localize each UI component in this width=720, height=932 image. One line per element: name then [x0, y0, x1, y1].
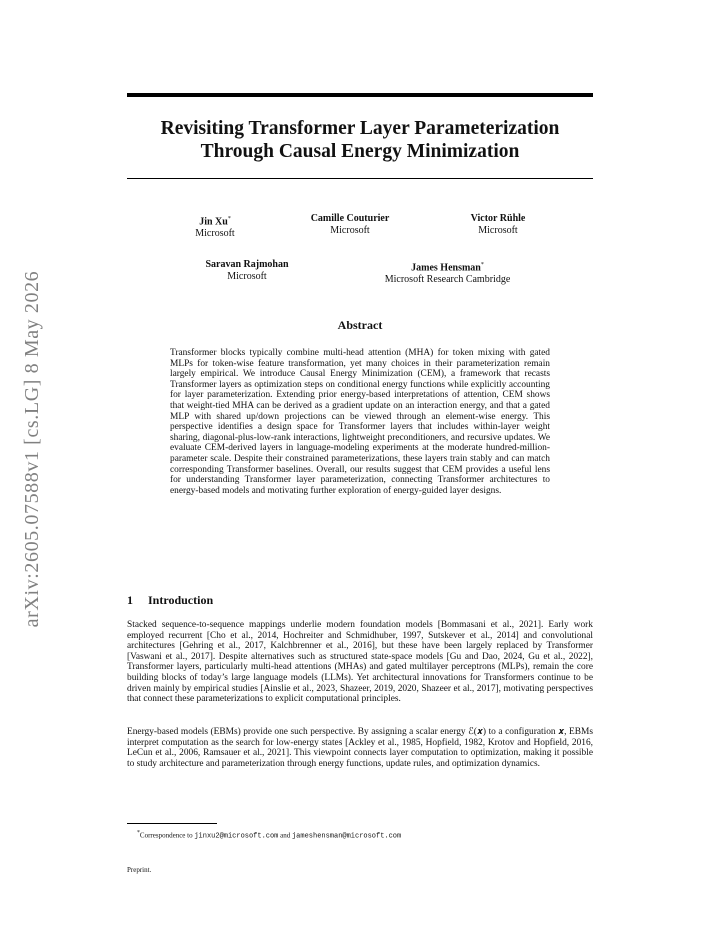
arxiv-identifier: arXiv:2605.07588v1 [cs.LG] 8 May 2026: [21, 270, 43, 628]
author-name: Victor Rühle: [470, 213, 526, 224]
author-affiliation: Microsoft: [330, 225, 370, 236]
author-affiliation: Microsoft: [478, 225, 518, 236]
section-number: 1: [127, 593, 133, 607]
title-bottom-rule: [127, 178, 593, 179]
author-block: [187, 259, 307, 283]
preprint-label: Preprint.: [127, 866, 152, 874]
author-block: [365, 259, 530, 286]
author-name: Camille Couturier: [310, 213, 390, 224]
footnote-mid: and: [278, 831, 292, 840]
section-heading: [127, 593, 213, 608]
footnote-prefix: Correspondence to: [139, 831, 195, 840]
intro-paragraph-1: Stacked sequence-to-sequence mappings underlie modern foundation models [Bommasani et al., 2021]. Early work employed recurrent [Cho et al., 2014, Hochreiter and Schmidhuber, 1997, Sutskever et al., 2014] and convolutional architectures [Gehring et al., 2017, Kalchbrenner et al., 2016], but these have been largely replaced by Transformer [Vaswani et al., 2017]. Despite alternatives such as structured state-space models [Gu and Dao, 2024, Gu et al., 2022], Transformer layers, particularly multi-head attentions (MHAs) and gated multilayer perceptrons (MLPs), remain the core building blocks of today’s large language models (LLMs). Yet architectural innovations for Transformers continue to be driven mainly by empirical studies [Ainslie et al., 2023, Shazeer, 2019, 2020, Shazeer et al., 2017], motivating perspectives that connect these parameterizations to explicit computational principles.: [127, 620, 593, 705]
abstract-body: Transformer blocks typically combine multi-head attention (MHA) for token mixing with gated MLPs for token-wise feature transformation, yet many choices in their parameterization remain largely empirical. We introduce Causal Energy Minimization (CEM), a framework that recasts Transformer layers as optimization steps on conditional energy functions while explicitly accounting for layer parameterization. Extending prior energy-based interpretations of attention, CEM shows that weight-tied MHA can be derived as a gradient update on an interaction energy, and that a gated MLP with shared up/down projections can be viewed through an element-wise energy. This perspective identifies a design space for Transformer layers that includes within-layer weight sharing, diagonal-plus-low-rank interactions, lightweight preconditioners, and recursive updates. We evaluate CEM-derived layers in language-modeling experiments at the moderate hundred-million-parameter scale. Despite their constrained parameterizations, these layers train stably and can match corresponding Transformer baselines. Overall, our results suggest that CEM provides a useful lens for understanding Transformer layer parameterization, connecting Transformer architectures to energy-based models and motivating further exploration of energy-guided layer designs.: [170, 348, 550, 496]
author-affiliation: Microsoft: [195, 228, 235, 240]
author-name: Saravan Rajmohan: [205, 259, 289, 270]
abstract-heading: Abstract: [337, 318, 383, 332]
intro-paragraph-2: Energy-based models (EBMs) provide one such perspective. By assigning a scalar energy ℰ(𝒙) to a configuration 𝒙, EBMs interpret computation as the search for low-energy states [Ackley et al., 1985, Hopfield, 1982, Krotov and Hopfield, 2016, LeCun et al., 2006, Ramsauer et al., 2021]. This viewpoint connects layer computation to optimization, making it possible to study architecture and parameterization through energy functions, update rules, and optimization dynamics.: [127, 727, 593, 769]
author-mark: *: [227, 216, 231, 222]
paper-title: [127, 117, 593, 163]
footnote: [137, 829, 401, 841]
author-affiliation: Microsoft Research Cambridge: [384, 274, 511, 286]
author-name: Jin Xu: [199, 216, 228, 228]
author-affiliation: Microsoft: [227, 271, 267, 282]
author-block: [448, 213, 548, 237]
title-line-1: Revisiting Transformer Layer Parameterization: [160, 118, 560, 139]
footnote-email-1[interactable]: jinxu2@microsoft.com: [194, 832, 279, 841]
author-mark: *: [480, 262, 484, 268]
footnote-rule: [127, 823, 217, 824]
author-block: [290, 213, 410, 237]
footnote-email-2[interactable]: jameshensman@microsoft.com: [291, 832, 402, 841]
title-line-2: Through Causal Energy Minimization: [200, 141, 520, 162]
author-name: James Hensman: [411, 262, 481, 274]
author-block: [165, 213, 265, 240]
footnote-mark: *: [137, 830, 140, 836]
title-top-rule: [127, 93, 593, 97]
section-title: Introduction: [148, 593, 214, 607]
